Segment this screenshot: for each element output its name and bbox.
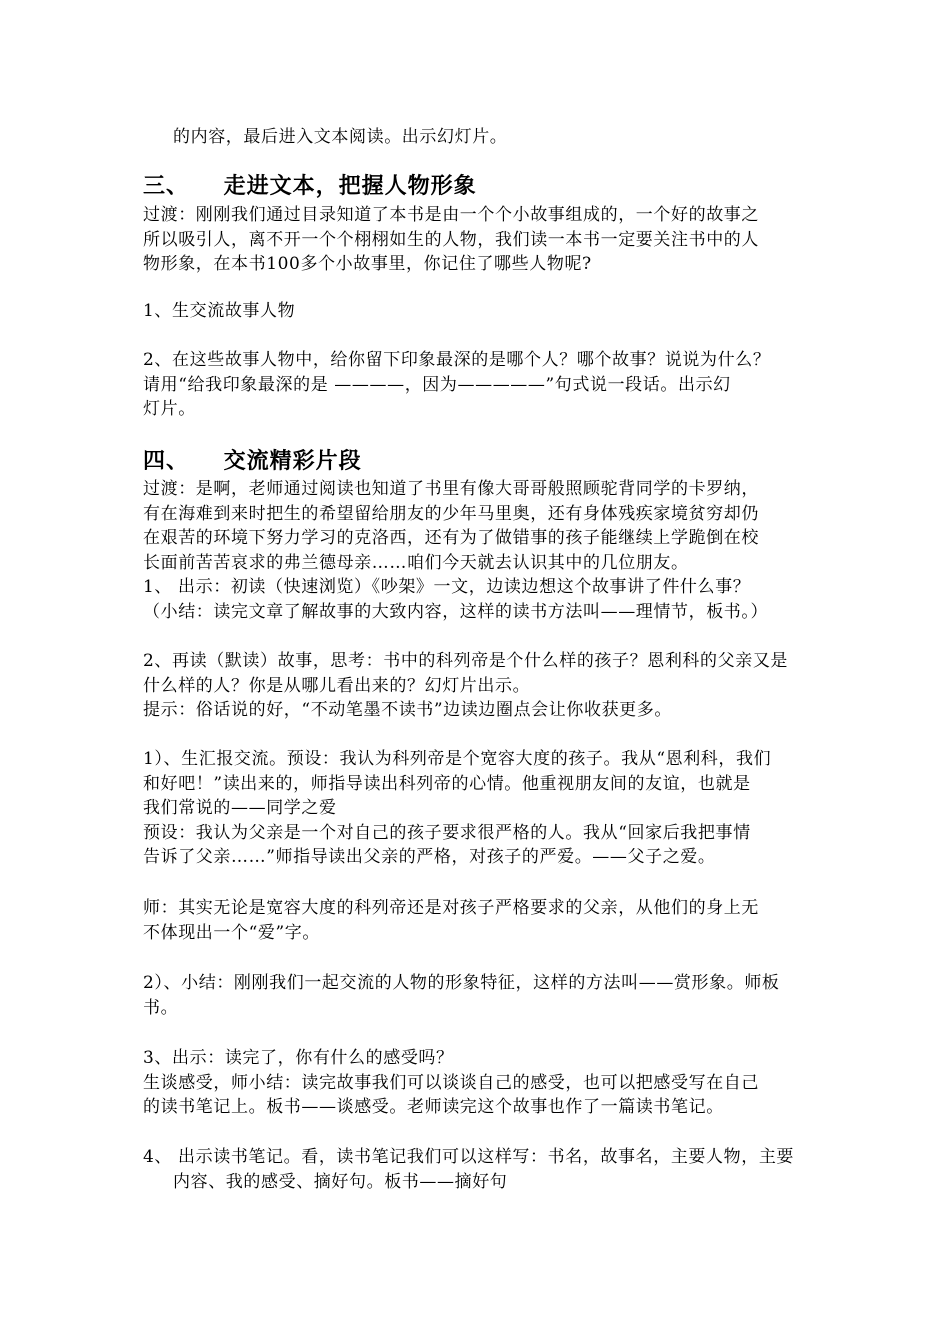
section-4-report: 1）、生汇报交流。预设：我认为科列帝是个宽容大度的孩子。我从“恩利科，我们 和好吧！”读出来的，师指导读出科列帝的心情。他重视朋友间的友谊，也就是 我们常说的——同学之爱 预设：我认为父亲是一个对自己的孩子要求很严格的人。我从“回家后我把事情 告诉了父亲……”师指导读出父亲的严格，对孩子的严爱。——父子之爱。 xyxy=(143,749,772,867)
section-4-teacher-note: 师：其实无论是宽容大度的科列帝还是对孩子严格要求的父亲，从他们的身上无 不体现出一个“爱”字。 xyxy=(143,898,759,943)
section-4-item-4: 4、 出示读书笔记。看，读书笔记我们可以这样写：书名，故事名，主要人物，主要 xyxy=(143,1147,795,1167)
section-4-item-4-continuation: 内容、我的感受、摘好句。板书——摘好句 xyxy=(173,1172,508,1192)
section-4-item-3: 3、出示：读完了，你有什么的感受吗？ 生谈感受，师小结：读完故事我们可以谈谈自己的感受，也可以把感受写在自己 的读书笔记上。板书——谈感受。老师读完这个故事也作了一篇读书笔记。 xyxy=(143,1048,759,1117)
intro-continuation: 的内容，最后进入文本阅读。出示幻灯片。 xyxy=(173,127,508,147)
section-4-transition: 过渡：是啊，老师通过阅读也知道了书里有像大哥哥般照顾驼背同学的卡罗纳， 有在海难到来时把生的希望留给朋友的少年马里奥，还有身体残疾家境贫穷却仍 在艰苦的环境下努力学习的克洛西，还有为了做错事的孩子能继续上学跪倒在校 长面前苦苦哀求的弗兰德母亲……咱们今天就去认识其中的几位朋友。 1、 出示：初读（快速浏览）《吵架》一文，边读边想这个故事讲了件什么事？ （小结：读完文章了解故事的大致内容，这样的读书方法叫——理情节，板书。） xyxy=(143,479,769,622)
section-4-heading: 四、 交流精彩片段 xyxy=(143,448,362,474)
section-4-summary: 2）、小结：刚刚我们一起交流的人物的形象特征，这样的方法叫——赏形象。师板 书。 xyxy=(143,973,780,1018)
section-3-item-1: 1、生交流故事人物 xyxy=(143,301,296,321)
section-3-heading: 三、 走进文本，把握人物形象 xyxy=(143,173,477,199)
section-3-item-2: 2、在这些故事人物中，给你留下印象最深的是哪个人？哪个故事？说说为什么？ 请用“给我印象最深的是 ————，因为—————”句式说一段话。出示幻 灯片。 xyxy=(143,350,771,419)
section-3-transition: 过渡：刚刚我们通过目录知道了本书是由一个个小故事组成的，一个好的故事之 所以吸引人，离不开一个个栩栩如生的人物，我们读一本书一定要关注书中的人 物形象，在本书100多个小故事里，你记住了哪些人物呢? xyxy=(143,205,759,274)
section-4-reread: 2、再读（默读）故事，思考：书中的科列帝是个什么样的孩子？恩利科的父亲又是 什么样的人？你是从哪儿看出来的？幻灯片出示。 提示：俗话说的好，“不动笔墨不读书”边读边圈点会让你收获更多。 xyxy=(143,651,789,720)
